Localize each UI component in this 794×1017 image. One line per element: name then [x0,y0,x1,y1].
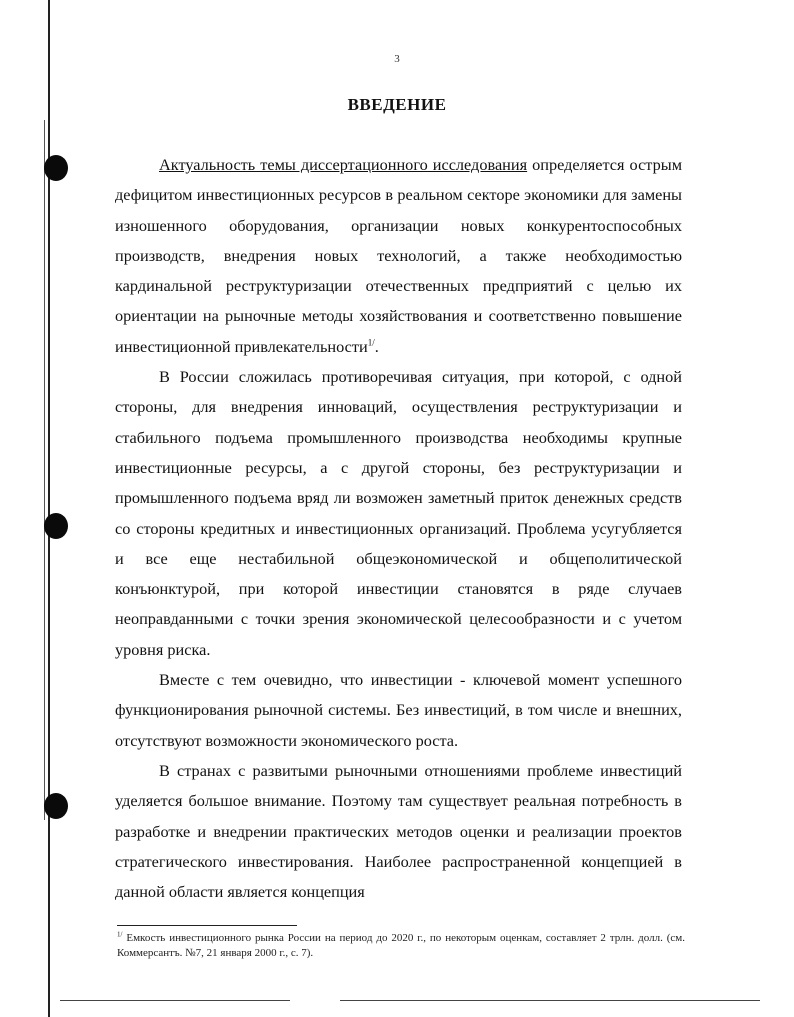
paragraph-1 [115,150,682,362]
scan-bottom-line-right [340,1000,760,1001]
binding-edge-line [48,0,50,1017]
punch-hole-top [44,155,68,181]
punch-hole-bottom [44,793,68,819]
footnote-marker: 1/ [117,930,123,939]
binding-edge-line-thin [44,120,45,820]
footnote-ref[interactable]: 1/ [367,337,375,348]
paragraph-1-lead: Актуальность темы диссертационного исследования [159,155,528,174]
paragraph-3: Вместе с тем очевидно, что инвестиции - ключевой момент успешного функционирования рыночной системы. Без инвестиций, в том числе и внешних, отсутствуют возможности экономического роста. [115,670,682,750]
paragraph-4: В странах с развитыми рыночными отношениями проблеме инвестиций уделяется большое внимание. Поэтому там существует реальная потребность в разработке и внедрении практических методов оценки и реализации проектов стратегического инвестирования. Наиболее распространенной концепцией в данной области является концепция [115,760,682,902]
page-title: ВВЕДЕНИЕ [347,95,447,114]
body-text [115,150,682,907]
paragraph-1-text: определяется острым дефицитом инвестиционных ресурсов в реальном секторе экономики для замены изношенного оборудования, организации новых конкурентоспособных производств, внедрения новых технологий, а также необходимостью кардинальной реструктуризации отечественных предприятий с целью их ориентации на рыночные методы хозяйствования и соответственно повышение инвестиционной привлекательности [115,155,683,356]
footnote-text: Емкость инвестиционного рынка России на период до 2020 г., по некоторым оценкам, составляет 2 трлн. долл. (см. Коммерсантъ. №7, 21 января 2000 г., с. 7). [117,932,685,959]
paragraph-1-tail: . [374,336,379,356]
punch-hole-middle [44,513,68,539]
page-number: 3 [394,53,400,65]
footnote [117,931,685,961]
footnote-divider [117,925,297,926]
scan-bottom-line-left [60,1000,290,1001]
paragraph-2: В России сложилась противоречивая ситуация, при которой, с одной стороны, для внедрения инноваций, осуществления реструктуризации и стабильного подъема промышленного производства необходимы крупные инвестиционные ресурсы, а с другой стороны, без реструктуризации и промышленного подъема вряд ли возможен заметный приток денежных средств со стороны кредитных и инвестиционных организаций. Проблема усугубляется и все еще нестабильной общеэкономической и общеполитической конъюнктурой, при которой инвестиции становятся в ряде случаев неоправданными с точки зрения экономической целесообразности и с учетом уровня риска. [115,367,682,659]
